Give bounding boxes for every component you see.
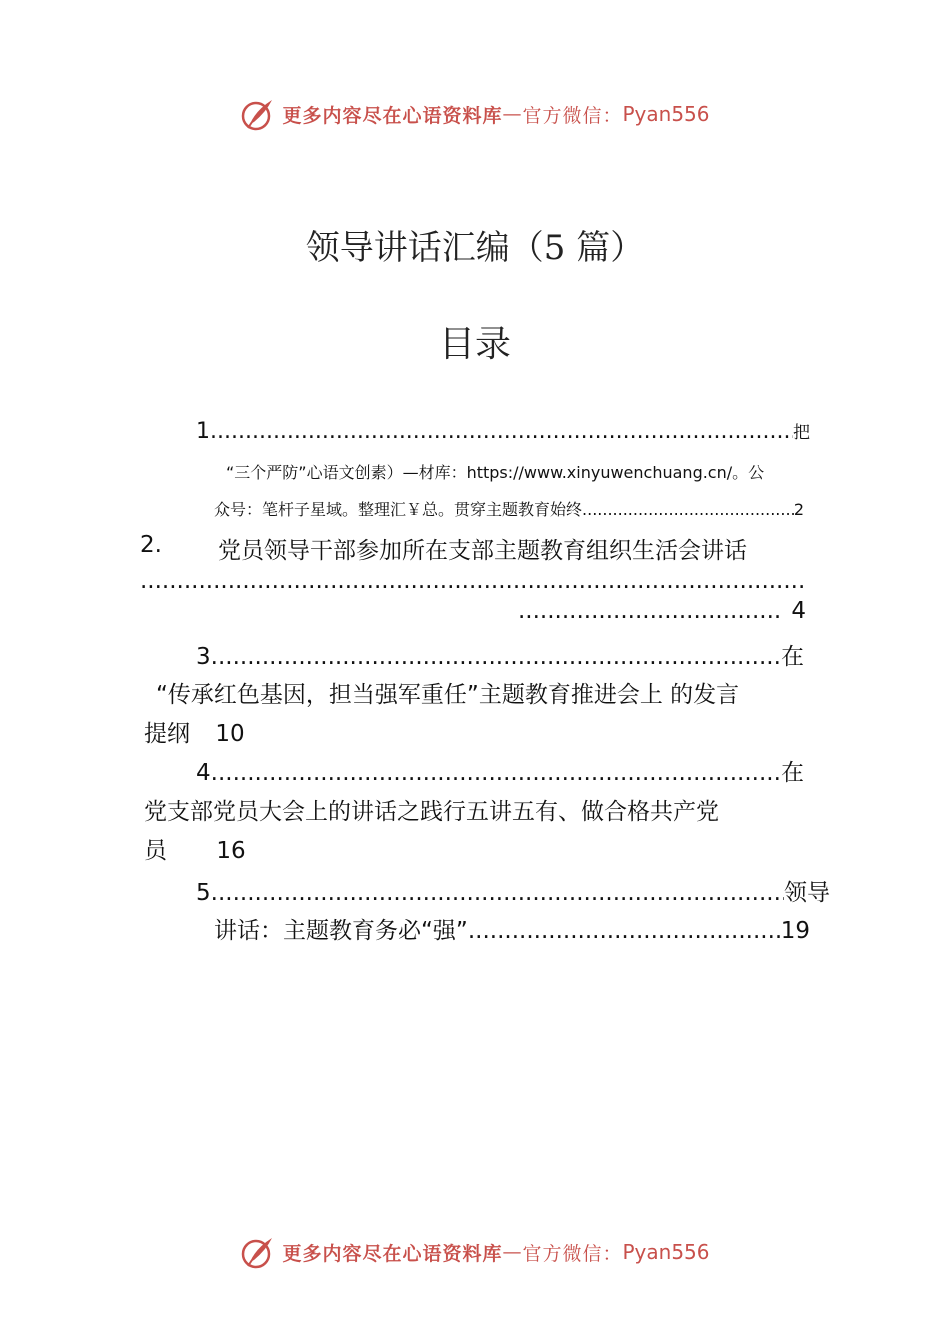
- toc-entry-2-page-row[interactable]: [518, 598, 806, 624]
- watermark-text: 更多内容尽在心语资料库: [282, 1242, 503, 1265]
- dot-leader: [211, 644, 781, 670]
- watermark-wechat-id: Pyan556: [622, 102, 710, 126]
- toc-entry-4-line2: 党支部党员大会上的讲话之践行五讲五有、做合格共产党: [144, 799, 719, 825]
- entry-title: 提纲: [144, 721, 190, 747]
- entry-number: 1: [196, 419, 210, 444]
- toc-entry-1-line2: “三个严防”心语文创素）—材库：https://www.xinyuwenchuang.cn/。公: [226, 463, 765, 482]
- entry-number: 4: [196, 760, 211, 786]
- entry-title: 众号：笔杆子星域。整理汇￥总。贯穿主题教育始终: [214, 500, 583, 519]
- entry-title: 讲话：主题教育务必“强”: [214, 918, 468, 944]
- dot-leader: [468, 918, 781, 944]
- toc-entry-3-line1[interactable]: [196, 638, 804, 671]
- toc-entry-4-line1[interactable]: [196, 754, 804, 787]
- document-title: 领导讲话汇编（5 篇）: [305, 228, 645, 268]
- watermark-dash: —: [502, 1241, 523, 1263]
- toc-entry-2-leader: [140, 568, 806, 594]
- toc-entry-1-line3[interactable]: [214, 497, 804, 520]
- entry-tail: 在: [781, 760, 804, 786]
- entry-number: 5: [196, 880, 211, 906]
- dot-leader: [211, 760, 781, 786]
- entry-tail: 把: [793, 423, 810, 443]
- page-number: 10: [215, 721, 245, 747]
- toc-entry-3-line2: “传承红色基因，担当强军重任”主题教育推进会上 的发言: [156, 682, 740, 708]
- dot-leader: [210, 419, 793, 444]
- toc-entry-5-line2[interactable]: [214, 912, 810, 945]
- toc-entry-1-line1[interactable]: [196, 418, 810, 444]
- watermark-wechat-label: 官方微信：: [522, 104, 623, 127]
- entry-tail: 在: [781, 644, 804, 670]
- entry-title: 员: [144, 838, 167, 864]
- page-number: 16: [216, 838, 246, 864]
- toc-entry-3-line3: [144, 715, 245, 748]
- dot-leader: [518, 598, 783, 624]
- quill-logo-icon: [240, 1234, 276, 1270]
- toc-entry-2-title[interactable]: 党员领导干部参加所在支部主题教育组织生活会讲话: [218, 538, 747, 564]
- watermark-wechat-id: Pyan556: [622, 1240, 710, 1264]
- page-number: 19: [780, 918, 810, 944]
- toc-heading: 目录: [438, 324, 511, 365]
- watermark-dash: —: [502, 103, 523, 125]
- toc-entry-4-line3: [144, 832, 246, 865]
- toc-entry-2-number: 2.: [140, 532, 162, 558]
- dot-leader: [211, 880, 784, 906]
- watermark-text: 更多内容尽在心语资料库: [282, 104, 503, 127]
- page-number: 2: [793, 500, 804, 519]
- toc-entry-5-line1[interactable]: [196, 874, 830, 907]
- watermark-banner-bottom: [0, 1232, 950, 1272]
- dot-leader: [582, 500, 794, 519]
- entry-number: 3: [196, 644, 211, 670]
- quill-logo-icon: [240, 96, 276, 132]
- entry-tail: 领导: [784, 880, 830, 906]
- page-number: 4: [791, 598, 806, 624]
- watermark-banner-top: [0, 94, 950, 134]
- watermark-wechat-label: 官方微信：: [522, 1242, 623, 1265]
- dot-leader: [140, 568, 806, 594]
